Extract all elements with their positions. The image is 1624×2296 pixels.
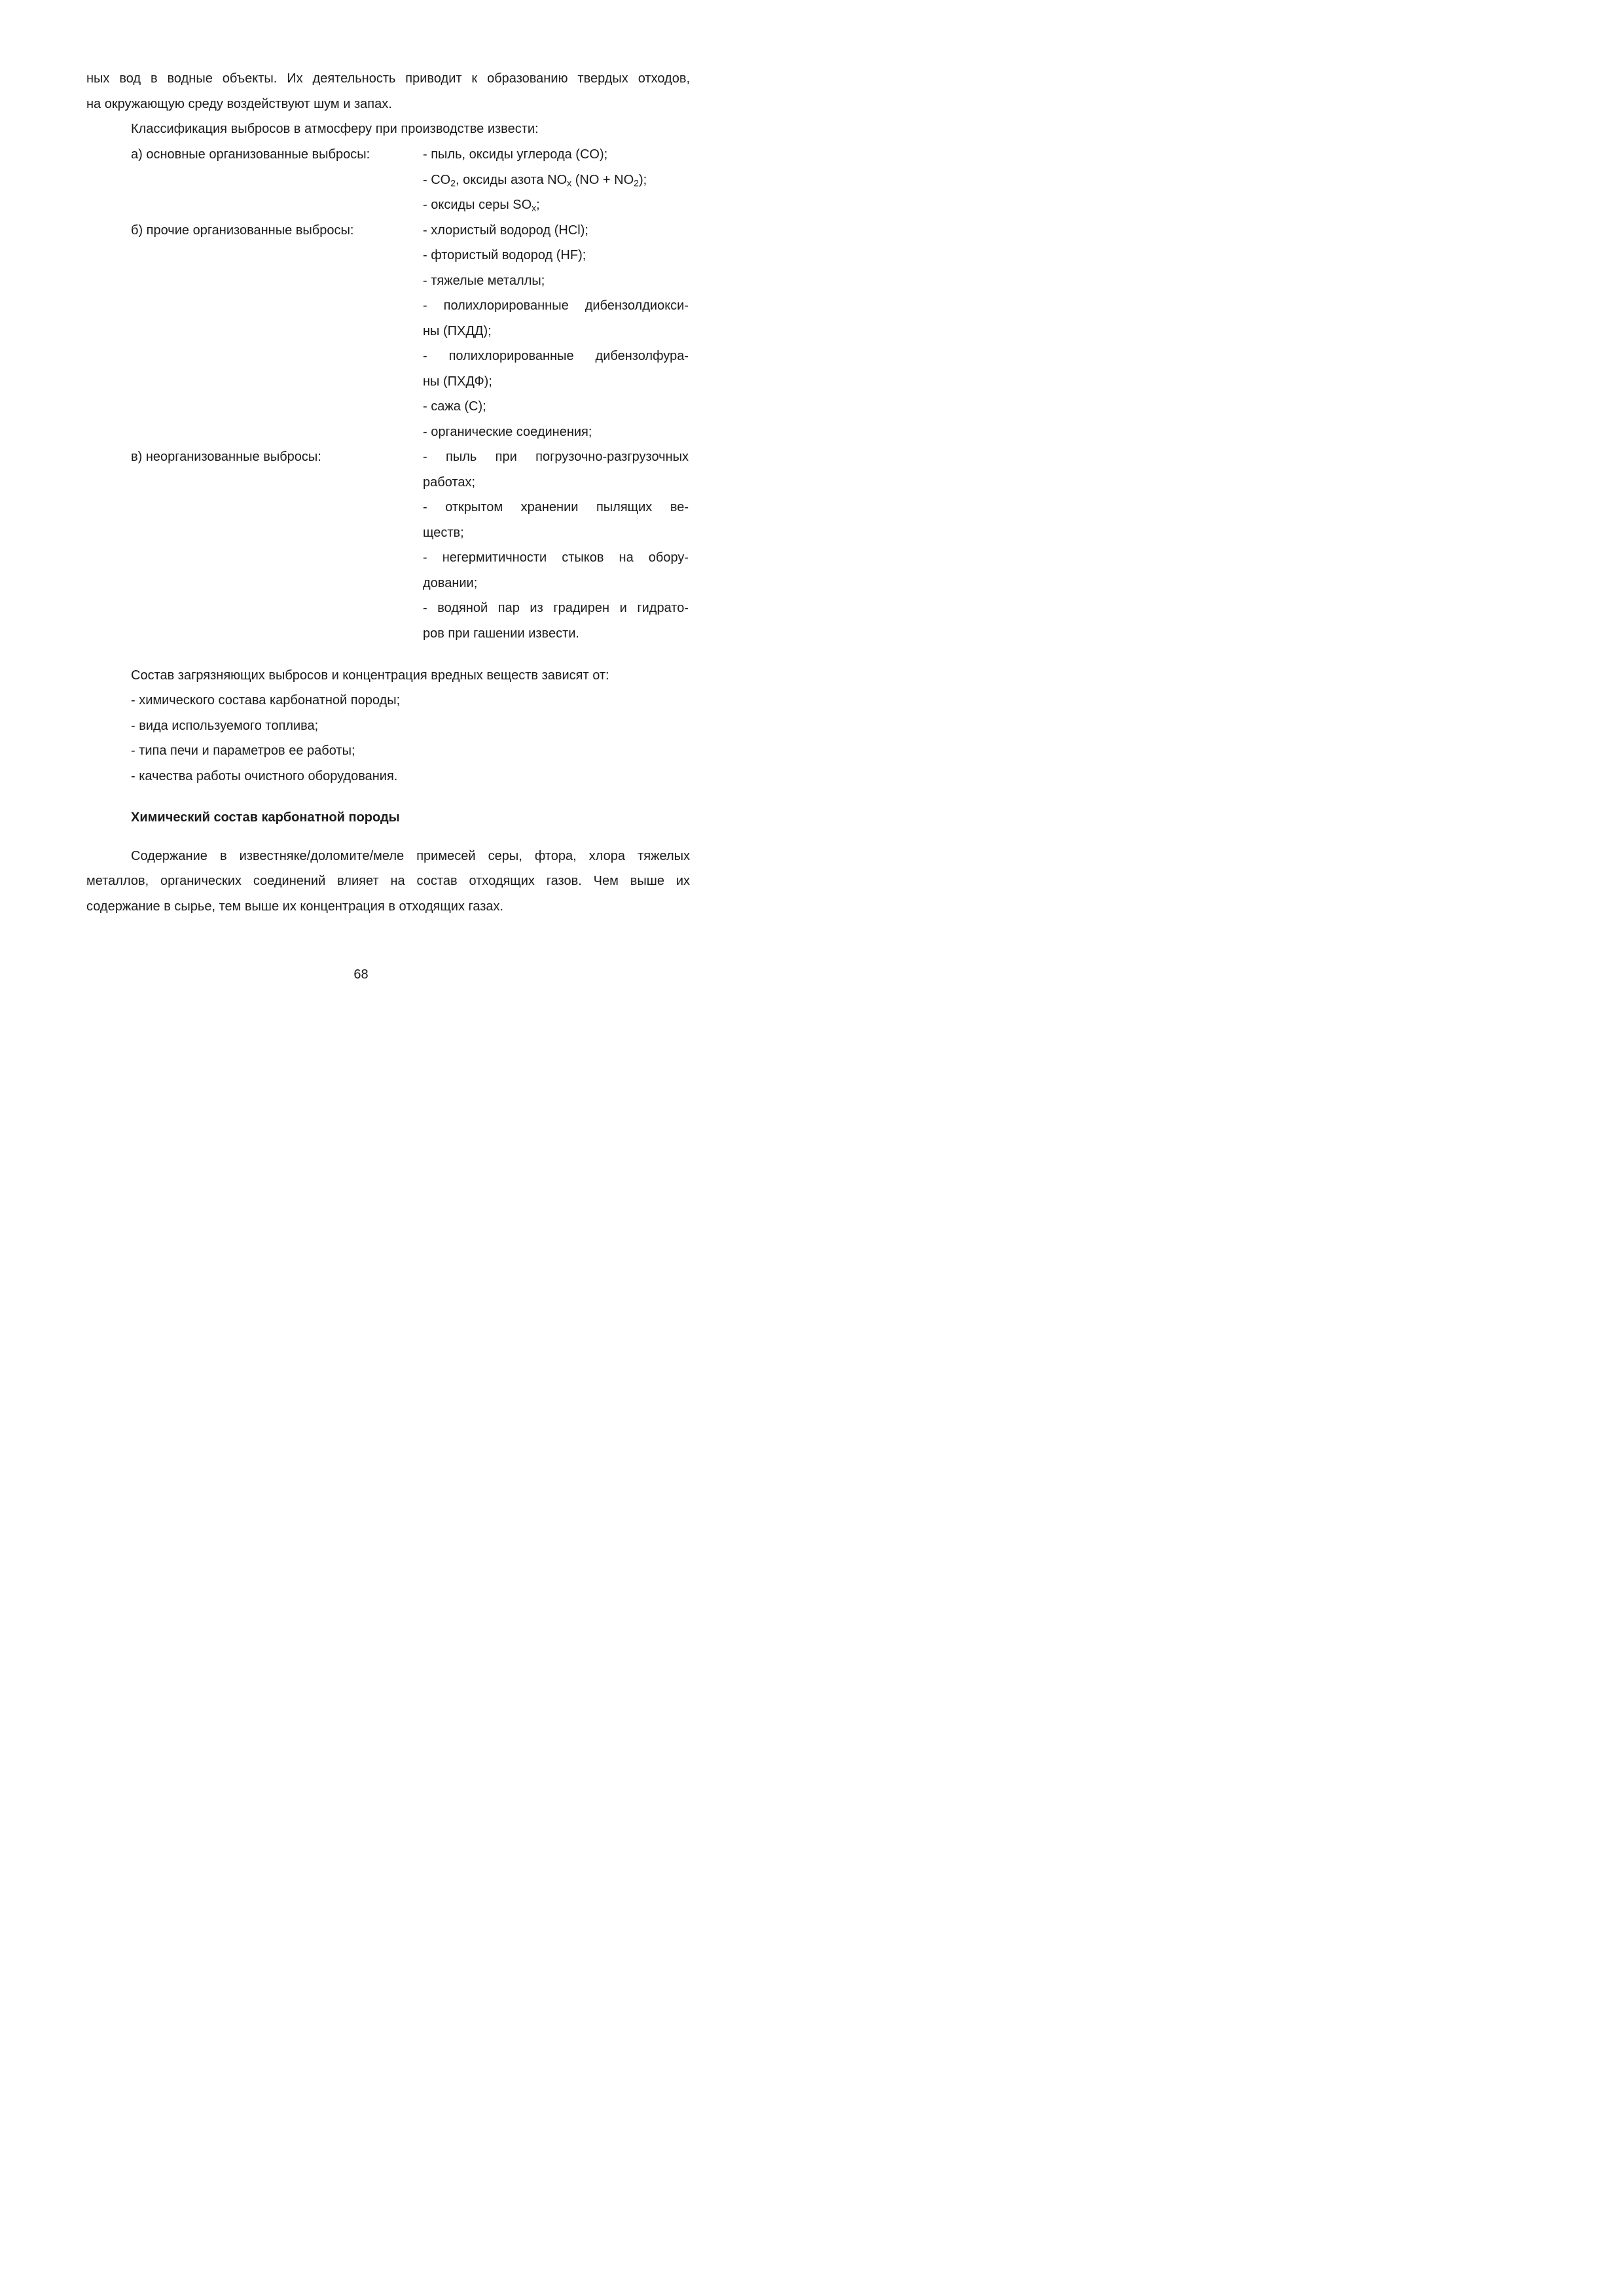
final-paragraph-line-3: содержание в сырье, тем выше их концентрация в отходящих газах. — [86, 899, 504, 914]
group-c-item-1-line-2: работах; — [423, 475, 475, 490]
paragraph-1-line-1: ных вод в водные объекты. Их деятельность приводит к образованию твердых отходов, — [86, 71, 690, 86]
composition-intro: Состав загрязняющих выбросов и концентрация вредных веществ зависят от: — [131, 668, 609, 683]
group-b-item-4-line-2: ны (ПХДД); — [423, 324, 492, 338]
final-paragraph-line-2: металлов, органических соединений влияет на состав отходящих газов. Чем выше их — [86, 874, 690, 888]
group-b-item-5-line-2: ны (ПХДФ); — [423, 374, 492, 389]
group-c-item-2-line-1: - открытом хранении пылящих ве- — [423, 500, 689, 514]
group-c-item-2-line-2: ществ; — [423, 526, 464, 540]
group-b-item-7: - органические соединения; — [423, 425, 592, 439]
group-b-item-5-line-1: - полихлорированные дибензолфура- — [423, 349, 689, 363]
page-number: 68 — [353, 967, 369, 982]
group-b-item-6: - сажа (C); — [423, 399, 486, 414]
paragraph-1-line-2: на окружающую среду воздействуют шум и запах. — [86, 97, 392, 111]
classification-intro: Классификация выбросов в атмосферу при производстве извести: — [131, 122, 539, 136]
group-c-item-4-line-1: - водяной пар из градирен и гидрато- — [423, 601, 689, 615]
group-a-item-3: - оксиды серы $SO_x$; — [423, 198, 540, 213]
composition-item-3: - типа печи и параметров ее работы; — [131, 744, 355, 758]
group-c-item-3-line-1: - негермитичности стыков на обору- — [423, 550, 689, 565]
section-heading: Химический состав карбонатной породы — [131, 810, 400, 825]
group-b-label: б) прочие организованные выбросы: — [131, 223, 354, 238]
group-b-item-1: - хлористый водород (HCl); — [423, 223, 588, 238]
group-b-item-2: - фтористый водород (HF); — [423, 248, 586, 262]
composition-item-2: - вида используемого топлива; — [131, 719, 319, 733]
group-c-label: в) неорганизованные выбросы: — [131, 450, 321, 464]
group-a-item-1: - пыль, оксиды углерода (CO); — [423, 147, 608, 162]
group-a-item-2: - $CO_2$, оксиды азота $NO_x$ $(NO + NO_2)$; — [423, 173, 647, 188]
group-a-label: а) основные организованные выбросы: — [131, 147, 370, 162]
document-page — [0, 0, 722, 1021]
group-c-item-1-line-1: - пыль при погрузочно-разгрузочных — [423, 450, 689, 464]
composition-item-4: - качества работы очистного оборудования. — [131, 769, 398, 783]
composition-item-1: - химического состава карбонатной породы; — [131, 693, 401, 708]
final-paragraph-line-1: Содержание в известняке/доломите/меле примесей серы, фтора, хлора тяжелых — [131, 849, 690, 863]
group-c-item-3-line-2: довании; — [423, 576, 478, 590]
group-c-item-4-line-2: ров при гашении извести. — [423, 626, 579, 641]
group-b-item-4-line-1: - полихлорированные дибензолдиокси- — [423, 298, 689, 313]
group-b-item-3: - тяжелые металлы; — [423, 274, 545, 288]
